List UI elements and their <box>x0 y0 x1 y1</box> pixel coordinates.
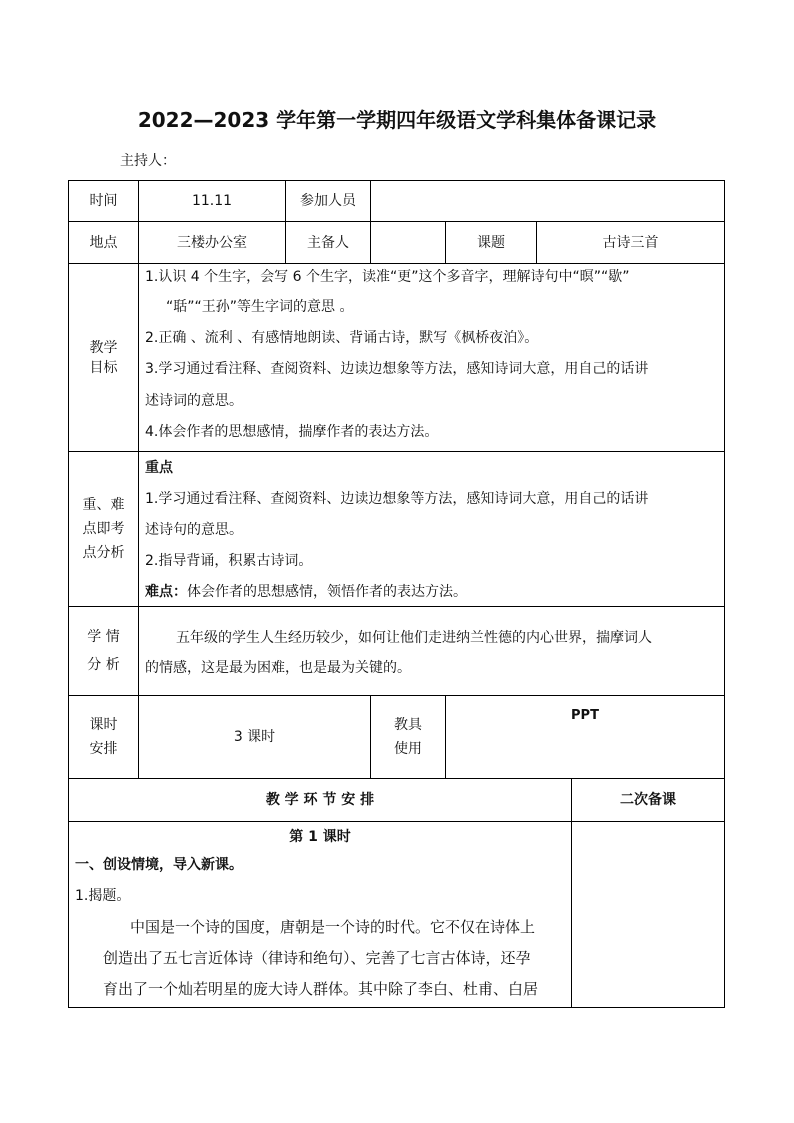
schedule-label <box>69 696 138 778</box>
difficulty-label: 难点： <box>145 584 187 600</box>
keypoints-label-line1: 重、难 <box>82 497 125 513</box>
analysis-line: 五年级的学生人生经历较少，如何让他们走进纳兰性德的内心世界，揣摩词人 <box>176 630 652 646</box>
keypoint-line: 述诗句的意思。 <box>145 522 243 538</box>
time-label: 时间 <box>89 193 118 209</box>
difficulty-line <box>145 581 467 601</box>
tools-label <box>371 696 445 778</box>
goals-label <box>69 264 138 451</box>
keypoints-label-line3: 点分析 <box>82 545 125 561</box>
analysis-label-line2: 分 析 <box>87 657 120 673</box>
lesson-title: 第 1 课时 <box>289 829 351 845</box>
tools-label-line2: 使用 <box>394 741 422 757</box>
analysis-line: 的情感，这是最为困难，也是最为关键的。 <box>145 660 411 676</box>
tools-label-line1: 教具 <box>394 717 422 733</box>
goal-line: 述诗词的意思。 <box>145 393 243 409</box>
place-label: 地点 <box>89 234 118 251</box>
tools-value: PPT <box>571 708 599 723</box>
goals-label-line1: 教学 <box>89 339 118 356</box>
schedule-value: 3 课时 <box>233 729 276 745</box>
difficulty-text: 体会作者的思想感情，领悟作者的表达方法。 <box>187 584 467 600</box>
goal-line: 2.正确 、流利 、有感情地朗读、背诵古诗，默写《枫桥夜泊》。 <box>145 330 539 346</box>
second-prep-content <box>572 822 724 1007</box>
topic-label: 课题 <box>477 234 505 251</box>
goals-label-line2: 目标 <box>89 359 118 376</box>
keypoint-line: 1.学习通过看注释、查阅资料、边读边想象等方法，感知诗词大意，用自己的话讲 <box>145 491 649 507</box>
paragraph-line: 育出了一个灿若明星的庞大诗人群体。其中除了李白、杜甫、白居 <box>103 980 539 998</box>
second-prep-heading: 二次备课 <box>620 792 676 808</box>
goal-line: 4.体会作者的思想感情，揣摩作者的表达方法。 <box>145 424 439 440</box>
arrangement-heading: 教 学 环 节 安 排 <box>265 792 375 808</box>
keypoints-heading: 重点 <box>145 460 173 476</box>
keypoints-label <box>69 452 138 606</box>
part-heading: 一、创设情境，导入新课。 <box>75 857 243 873</box>
analysis-label-line1: 学 情 <box>87 629 120 645</box>
participants-label: 参加人员 <box>300 193 356 209</box>
schedule-label-line2: 安排 <box>89 741 118 757</box>
preparer-label: 主备人 <box>307 234 349 251</box>
preparer-value <box>371 222 445 263</box>
host-label: 主持人： <box>120 153 176 169</box>
keypoints-label-line2: 点即考 <box>82 521 125 537</box>
paragraph-line: 创造出了五七言近体诗（律诗和绝句）、完善了七言古体诗，还孕 <box>103 949 531 967</box>
keypoint-line: 2.指导背诵，积累古诗词。 <box>145 553 313 569</box>
analysis-label <box>69 607 138 695</box>
schedule-label-line1: 课时 <box>89 717 118 733</box>
item-heading: 1.揭题。 <box>75 888 131 904</box>
goal-line: 1.认识 4 个生字，会写 6 个生字，读准“更”这个多音字，理解诗句中“暝”“歇” <box>145 269 630 285</box>
goal-line: “聒”“王孙”等生字词的意思 。 <box>166 299 354 315</box>
participants-value <box>371 181 724 221</box>
paragraph-line: 中国是一个诗的国度，唐朝是一个诗的时代。它不仅在诗体上 <box>130 918 536 936</box>
page-title: 2022—2023 学年第一学期四年级语文学科集体备课记录 <box>137 108 657 132</box>
topic-value: 古诗三首 <box>602 234 659 251</box>
goal-line: 3.学习通过看注释、查阅资料、边读边想象等方法，感知诗词大意，用自己的话讲 <box>145 361 649 377</box>
place-value: 三楼办公室 <box>177 234 247 251</box>
time-value: 11.11 <box>191 193 233 209</box>
